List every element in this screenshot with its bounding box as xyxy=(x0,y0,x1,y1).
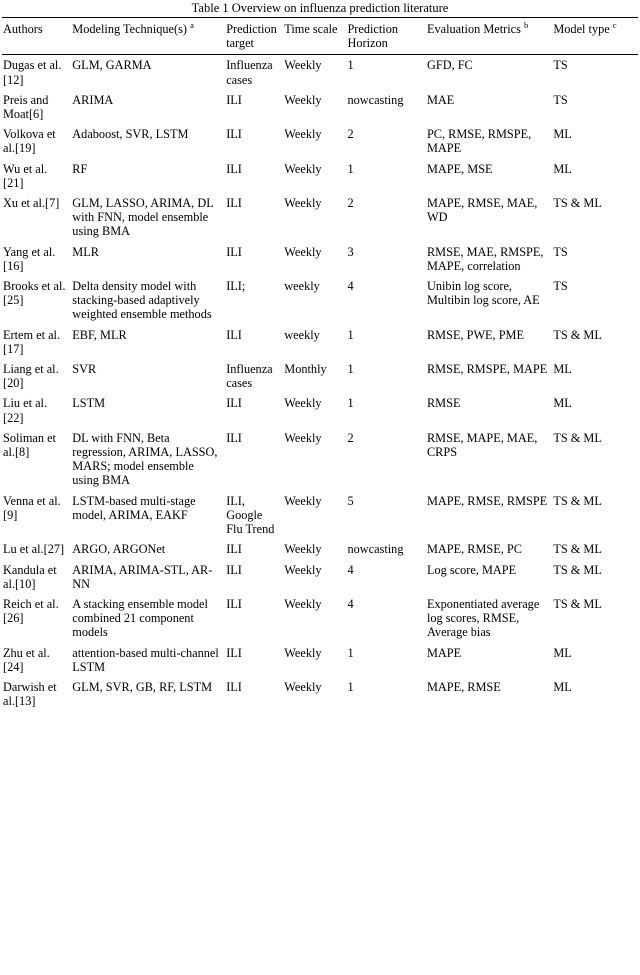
cell-authors: Volkova et al.[19] xyxy=(3,127,56,156)
cell-horizon: 3 xyxy=(347,244,354,259)
cell-target: ILI xyxy=(226,562,242,577)
cell-technique: Adaboost, SVR, LSTM xyxy=(72,127,189,142)
cell-metrics: Log score, MAPE xyxy=(426,562,517,577)
table-row xyxy=(2,359,638,393)
table-row xyxy=(2,193,638,242)
footnote-marker-a: a xyxy=(190,19,194,30)
cell-horizon: 2 xyxy=(347,196,354,211)
cell-technique: MLR xyxy=(72,244,99,259)
cell-modeltype: ML xyxy=(553,679,572,694)
cell-metrics: RMSE, RMSPE, MAPE xyxy=(426,362,548,377)
cell-target: ILI xyxy=(226,679,242,694)
cell-modeltype: ML xyxy=(553,645,572,660)
cell-technique: ARIMA, ARIMA-STL, AR-NN xyxy=(72,562,213,591)
cell-technique: A stacking ensemble model combined 21 component models xyxy=(72,596,208,640)
cell-modeltype: TS & ML xyxy=(553,430,602,445)
cell-horizon: 4 xyxy=(347,562,354,577)
cell-horizon: 1 xyxy=(347,679,354,694)
column-header-timescale xyxy=(283,18,346,55)
cell-authors: Zhu et al.[24] xyxy=(3,645,50,674)
cell-horizon: 2 xyxy=(347,127,354,142)
cell-timescale: Weekly xyxy=(284,396,322,411)
cell-metrics: RMSE, PWE, PME xyxy=(426,327,524,342)
cell-metrics: RMSE xyxy=(426,396,461,411)
cell-target: ILI xyxy=(226,327,242,342)
cell-horizon: nowcasting xyxy=(347,542,404,557)
table-row xyxy=(2,393,638,427)
cell-authors: Dugas et al.[12] xyxy=(3,58,62,87)
table-row xyxy=(2,325,638,359)
cell-horizon: nowcasting xyxy=(347,92,404,107)
cell-authors: Venna et al.[9] xyxy=(3,493,61,522)
column-header-technique xyxy=(71,18,225,55)
cell-metrics: MAPE, RMSE, PC xyxy=(426,542,522,557)
cell-timescale: Weekly xyxy=(284,430,322,445)
cell-target: Influenza cases xyxy=(226,362,273,391)
column-header-metrics xyxy=(426,18,552,55)
cell-modeltype: TS & ML xyxy=(553,542,602,557)
cell-metrics: MAE xyxy=(426,92,455,107)
cell-target: Influenza cases xyxy=(226,58,273,87)
overview-table xyxy=(2,17,638,711)
table-row xyxy=(2,491,638,540)
cell-timescale: Weekly xyxy=(284,58,322,73)
cell-modeltype: TS xyxy=(553,92,568,107)
cell-authors: Brooks et al.[25] xyxy=(3,279,66,308)
table-header-row xyxy=(2,18,638,55)
column-header-label: Model type xyxy=(553,22,610,36)
cell-horizon: 5 xyxy=(347,493,354,508)
cell-target: ILI; xyxy=(226,279,246,294)
column-header-horizon xyxy=(346,18,426,55)
cell-horizon: 1 xyxy=(347,645,354,660)
column-header-label: Prediction Horizon xyxy=(347,22,399,51)
cell-metrics: PC, RMSE, RMSPE, MAPE xyxy=(426,127,532,156)
cell-technique: DL with FNN, Beta regression, ARIMA, LASSO, MARS; model ensemble using BMA xyxy=(72,430,218,488)
cell-authors: Kandula et al.[10] xyxy=(3,562,57,591)
table-header xyxy=(2,18,638,55)
cell-metrics: MAPE, RMSE, MAE, WD xyxy=(426,196,538,225)
cell-technique: EBF, MLR xyxy=(72,327,127,342)
cell-timescale: Weekly xyxy=(284,161,322,176)
cell-timescale: Weekly xyxy=(284,542,322,557)
cell-target: ILI xyxy=(226,645,242,660)
cell-target: ILI xyxy=(226,542,242,557)
cell-authors: Soliman et al.[8] xyxy=(3,430,56,460)
table-row xyxy=(2,159,638,193)
cell-modeltype: TS & ML xyxy=(553,327,602,342)
cell-timescale: weekly xyxy=(284,327,320,342)
cell-modeltype: ML xyxy=(553,161,572,176)
cell-metrics: MAPE, RMSE xyxy=(426,679,501,694)
cell-timescale: weekly xyxy=(284,279,320,294)
cell-target: ILI xyxy=(226,396,242,411)
cell-horizon: 1 xyxy=(347,327,354,342)
cell-timescale: Monthly xyxy=(284,362,327,377)
column-header-label: Modeling Technique(s) xyxy=(72,22,187,36)
cell-modeltype: TS & ML xyxy=(553,196,602,211)
cell-target: ILI xyxy=(226,161,242,176)
table-row xyxy=(2,276,638,325)
cell-modeltype: TS xyxy=(553,58,568,73)
cell-horizon: 1 xyxy=(347,396,354,411)
cell-target: ILI xyxy=(226,92,242,107)
column-header-label: Authors xyxy=(3,22,43,36)
table-row xyxy=(2,242,638,276)
table-row xyxy=(2,55,638,90)
cell-technique: GLM, SVR, GB, RF, LSTM xyxy=(72,679,213,694)
column-header-label: Time scale xyxy=(284,22,338,36)
cell-timescale: Weekly xyxy=(284,645,322,660)
cell-technique: attention-based multi-channel LSTM xyxy=(72,645,219,674)
cell-horizon: 4 xyxy=(347,596,354,611)
cell-technique: SVR xyxy=(72,362,97,377)
cell-horizon: 2 xyxy=(347,430,354,445)
table-row xyxy=(2,677,638,711)
cell-target: ILI xyxy=(226,430,242,445)
cell-modeltype: TS xyxy=(553,244,568,259)
cell-timescale: Weekly xyxy=(284,596,322,611)
cell-timescale: Weekly xyxy=(284,92,322,107)
cell-timescale: Weekly xyxy=(284,244,322,259)
cell-timescale: Weekly xyxy=(284,679,322,694)
cell-technique: ARIMA xyxy=(72,92,114,107)
cell-horizon: 4 xyxy=(347,279,354,294)
table-row xyxy=(2,90,638,124)
cell-technique: ARGO, ARGONet xyxy=(72,542,166,557)
cell-timescale: Weekly xyxy=(284,196,322,211)
table-row xyxy=(2,560,638,594)
cell-modeltype: TS & ML xyxy=(553,562,602,577)
cell-target: ILI xyxy=(226,596,242,611)
cell-metrics: RMSE, MAPE, MAE, CRPS xyxy=(426,430,538,460)
cell-authors: Lu et al.[27] xyxy=(3,542,65,557)
column-header-target xyxy=(225,18,283,55)
table-body xyxy=(2,55,638,711)
column-header-label: Prediction target xyxy=(226,22,277,51)
cell-metrics: MAPE, MSE xyxy=(426,161,493,176)
cell-metrics: Unibin log score, Multibin log score, AE xyxy=(426,279,540,308)
cell-authors: Reich et al.[26] xyxy=(3,596,59,626)
cell-authors: Wu et al.[21] xyxy=(3,161,48,190)
cell-authors: Darwish et al.[13] xyxy=(3,679,57,709)
column-header-label: Evaluation Metrics xyxy=(426,22,521,36)
column-header-authors xyxy=(2,18,71,55)
cell-authors: Liu et al.[22] xyxy=(3,396,48,425)
cell-authors: Ertem et al.[17] xyxy=(3,327,61,356)
cell-modeltype: ML xyxy=(553,127,572,142)
cell-modeltype: TS xyxy=(553,279,568,294)
table-row xyxy=(2,643,638,677)
cell-metrics: Exponentiated average log scores, RMSE, Average bias xyxy=(426,596,540,640)
cell-metrics: MAPE, RMSE, RMSPE xyxy=(426,493,548,508)
cell-metrics: GFD, FC xyxy=(426,58,473,73)
cell-metrics: RMSE, MAE, RMSPE, MAPE, correlation xyxy=(426,244,544,273)
cell-timescale: Weekly xyxy=(284,562,322,577)
cell-authors: Yang et al.[16] xyxy=(3,244,56,273)
cell-metrics: MAPE xyxy=(426,645,462,660)
table-row xyxy=(2,124,638,158)
cell-modeltype: ML xyxy=(553,396,572,411)
cell-horizon: 1 xyxy=(347,58,354,73)
cell-technique: LSTM xyxy=(72,396,106,411)
cell-technique: LSTM-based multi-stage model, ARIMA, EAKF xyxy=(72,493,196,522)
cell-timescale: Weekly xyxy=(284,493,322,508)
cell-authors: Liang et al.[20] xyxy=(3,362,59,391)
cell-horizon: 1 xyxy=(347,161,354,176)
cell-authors: Xu et al.[7] xyxy=(3,196,60,211)
cell-target: ILI xyxy=(226,244,242,259)
cell-modeltype: TS & ML xyxy=(553,493,602,508)
table-row xyxy=(2,594,638,643)
table-row xyxy=(2,428,638,491)
cell-technique: RF xyxy=(72,161,88,176)
cell-technique: Delta density model with stacking-based adaptively weighted ensemble methods xyxy=(72,279,212,322)
cell-target: ILI xyxy=(226,196,242,211)
footnote-marker-b: b xyxy=(523,19,529,30)
cell-timescale: Weekly xyxy=(284,127,322,142)
footnote-marker-c: c xyxy=(612,19,617,30)
cell-modeltype: ML xyxy=(553,362,572,377)
cell-modeltype: TS & ML xyxy=(553,596,602,611)
table-caption: Table 1 Overview on influenza prediction literature xyxy=(191,1,449,15)
cell-target: ILI, Google Flu Trend xyxy=(226,493,275,537)
cell-technique: GLM, LASSO, ARIMA, DL with FNN, model ensemble using BMA xyxy=(72,196,214,239)
cell-horizon: 1 xyxy=(347,362,354,377)
cell-target: ILI xyxy=(226,127,242,142)
cell-authors: Preis and Moat[6] xyxy=(3,92,49,122)
table-row xyxy=(2,539,638,559)
column-header-modeltype xyxy=(552,18,638,55)
cell-technique: GLM, GARMA xyxy=(72,58,152,73)
